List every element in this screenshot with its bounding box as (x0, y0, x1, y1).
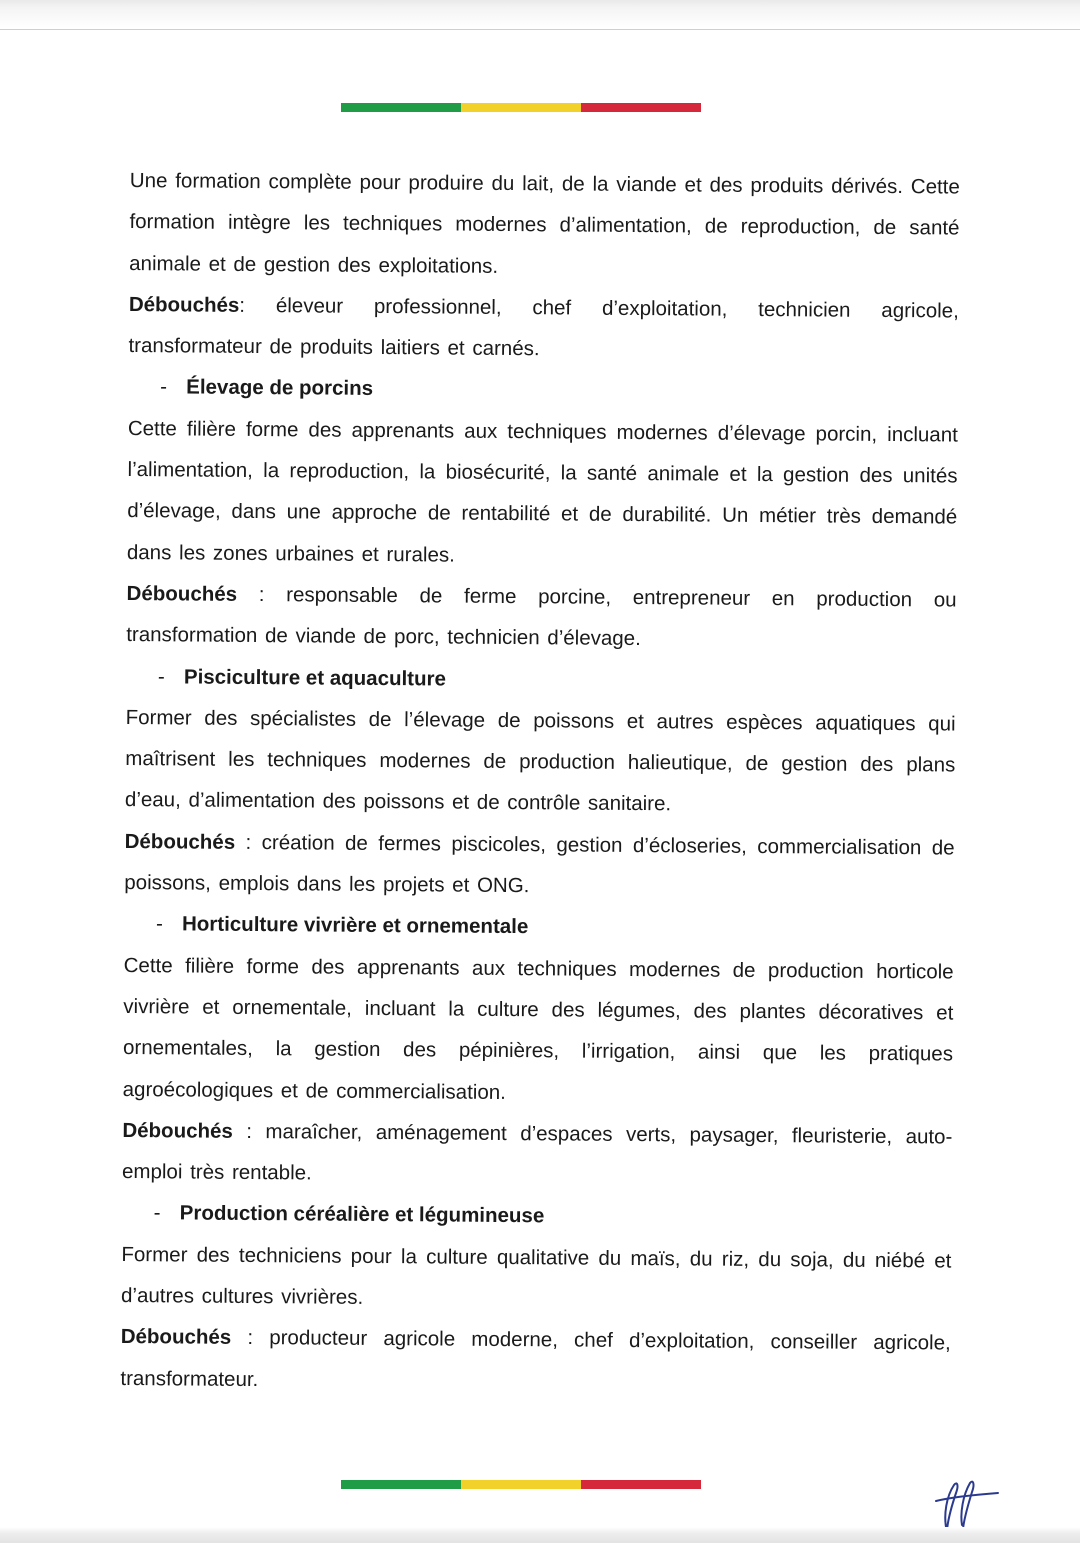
flag-bar-yellow (461, 103, 581, 112)
section-heading-cereales (122, 1192, 952, 1240)
section-paragraph-horticulture: Cette filière forme des apprenants aux techniques modernes de production horticole vivrière et ornementale, incluant la culture des légumes, des plantes décoratives et ornementales, la gestion des pépinières, l’irrigation, ainsi que les pratiques agroécologiques et de commercialisation. (122, 953, 954, 1104)
section-title: Élevage de porcins (186, 375, 374, 401)
debouches-label: Débouchés (126, 581, 238, 606)
section-title: Production céréalière et légumineuse (179, 1201, 545, 1228)
scan-top-line (0, 29, 1080, 30)
section-title: Pisciculture et aquaculture (183, 665, 447, 691)
debouches-text: : producteur agricole moderne, chef d’exploitation, conseiller agricole, transformateur. (120, 1326, 951, 1391)
heading-dash: - (157, 664, 165, 688)
debouches-label: Débouchés (124, 829, 236, 854)
debouches-text: : maraîcher, aménagement d’espaces verts, paysager, fleuristerie, auto-emploi très rentable. (121, 1119, 953, 1185)
debouches-text: : responsable de ferme porcine, entrepreneur en production ou transformation de viande de porc, technicien d’élevage. (126, 582, 957, 651)
flag-bar-bottom (341, 1480, 701, 1489)
intro-paragraph: Une formation complète pour produire du lait, de la viande et des produits dérivés. Cette formation intègre les techniques modernes d’alimentation, de reproduction, de santé animale et de gestion des exploitations. (129, 168, 960, 278)
debouches-text: : création de fermes piscicoles, gestion d’écloseries, commercialisation de poissons, emplois dans les projets et ONG. (124, 830, 955, 898)
debouches-label: Débouchés (120, 1325, 232, 1350)
section-debouches-horticulture (122, 1110, 953, 1199)
heading-dash: - (155, 912, 163, 936)
section-paragraph-pisciculture: Former des spécialistes de l’élevage de poissons et autres espèces aquatiques qui maîtrisent les techniques modernes de production halieutique, de gestion des plans d’eau, d’alimentation des poissons et de contrôle sanitaire. (124, 705, 956, 816)
section-heading-horticulture (124, 903, 954, 951)
debouches-text: : éleveur professionnel, chef d’exploitation, technicien agricole, transformateur de produits laitiers et carnés. (128, 293, 959, 361)
intro-debouches (128, 284, 959, 373)
flag-bar-red (581, 1480, 701, 1489)
section-debouches-porcins (126, 573, 957, 662)
debouches-label: Débouchés (122, 1118, 233, 1143)
heading-dash: - (160, 375, 168, 399)
flag-bar-green (341, 1480, 461, 1489)
section-debouches-cereales (120, 1316, 951, 1405)
heading-dash: - (153, 1201, 161, 1225)
debouches-label: Débouchés (128, 292, 240, 317)
document-body (120, 160, 960, 1405)
section-heading-porcins (128, 366, 958, 414)
section-heading-pisciculture (126, 656, 956, 704)
handwritten-initials-icon (932, 1475, 1002, 1535)
section-paragraph-porcins: Cette filière forme des apprenants aux techniques modernes d’élevage porcin, incluant l’alimentation, la reproduction, la biosécurité, la santé animale et la gestion des unités d’élevage, dans une approche de rentabilité et de durabilité. Un métier très demandé dans les zones urbaines et rurales. (126, 416, 958, 567)
flag-bar-green (341, 103, 461, 112)
section-debouches-pisciculture (124, 821, 955, 910)
flag-bar-red (581, 103, 701, 112)
flag-bar-top (341, 103, 701, 112)
section-paragraph-cereales: Former des techniciens pour la culture qualitative du maïs, du riz, du soja, du niébé et d’autres cultures vivrières. (120, 1242, 952, 1309)
scan-top-edge (0, 0, 1080, 30)
scan-bottom-edge (0, 1527, 1080, 1543)
section-title: Horticulture vivrière et ornementale (181, 912, 529, 939)
flag-bar-yellow (461, 1480, 581, 1489)
